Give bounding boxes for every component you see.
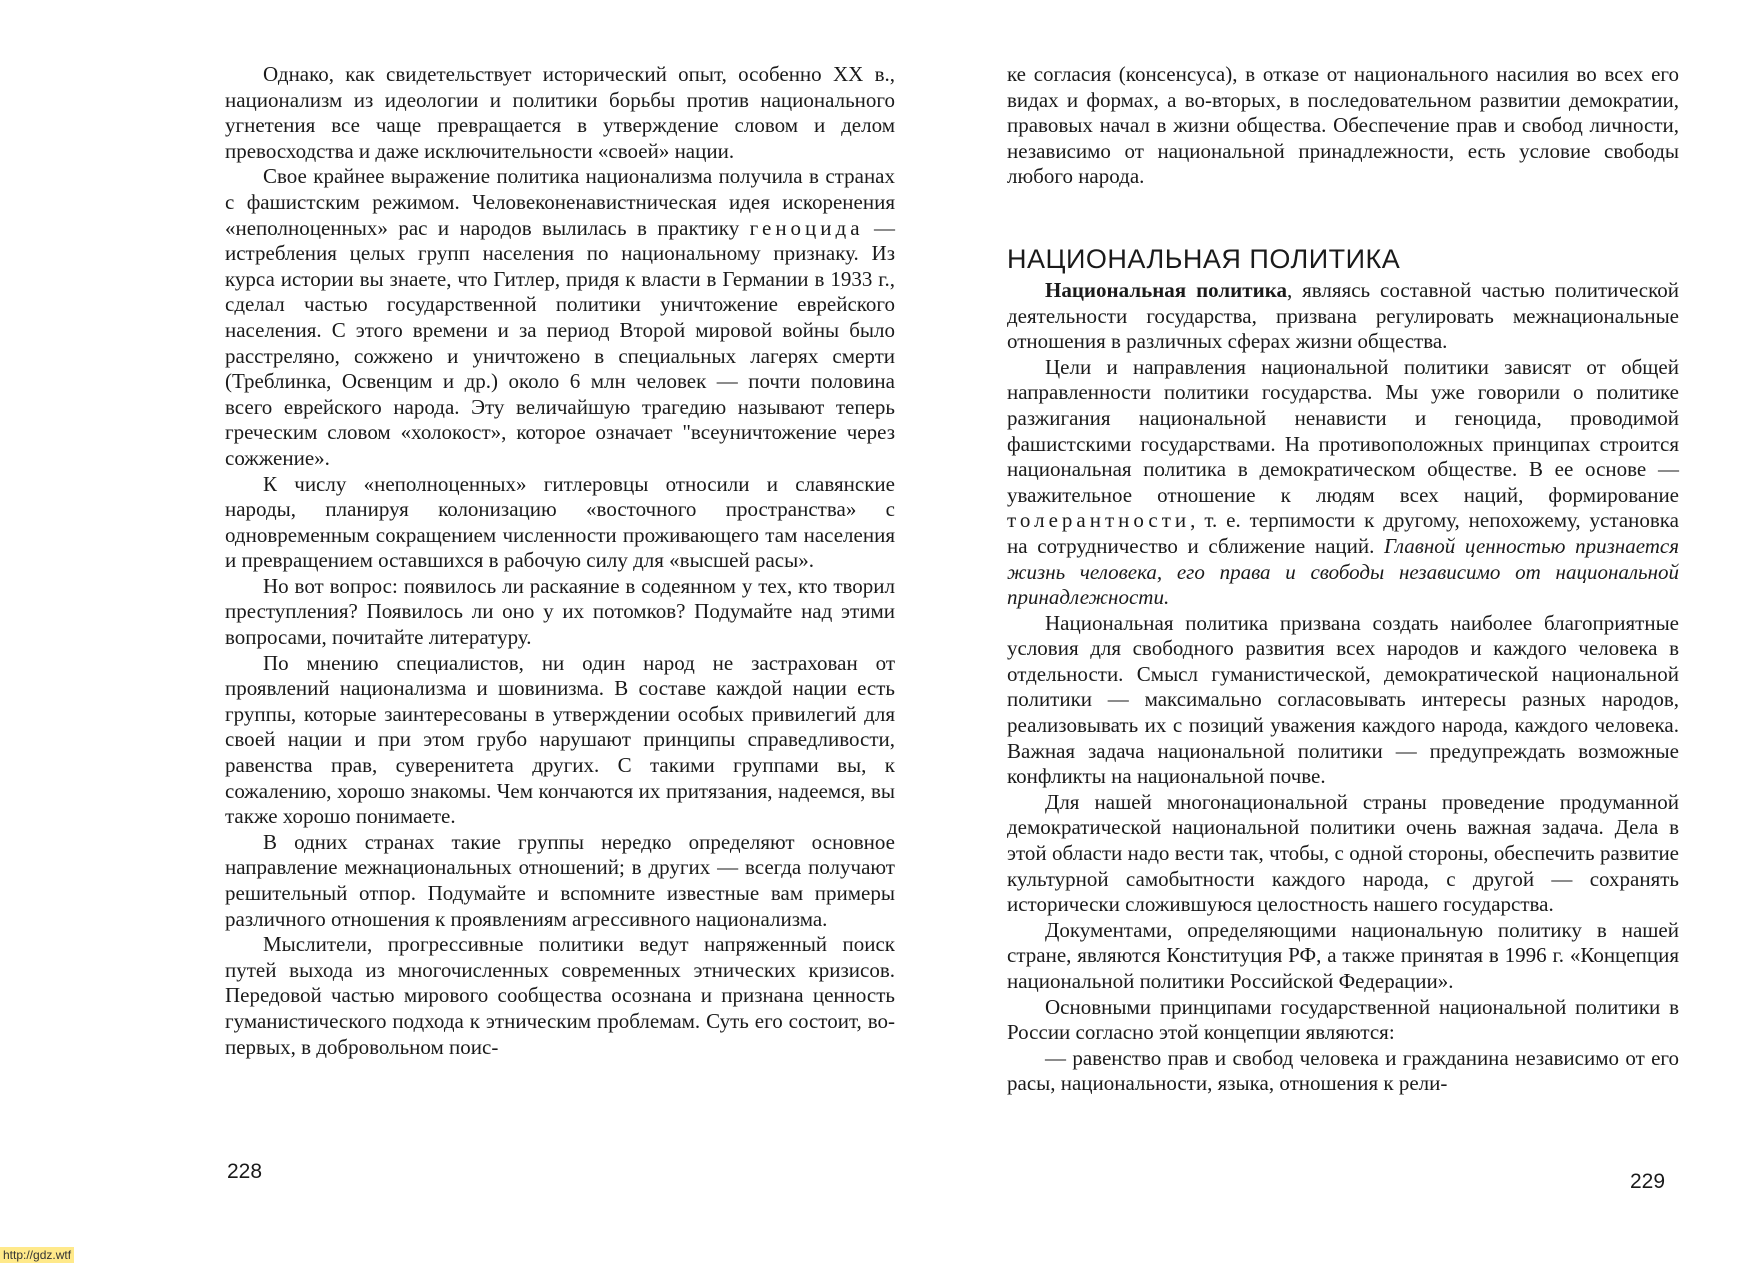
italic-text: Главной ценностью признается жизнь человека, его права и свободы независимо от национальной принадлежности. — [1007, 533, 1679, 610]
emphasized-term: толерантности — [1007, 508, 1191, 533]
paragraph: ке согласия (консенсуса), в отказе от национального насилия во всех его видах и формах, а во-вторых, в последовательном развитии демократии, правовых начал в жизни общества. Обеспечение прав и свобод личности, независимо от национальной принадлежности, есть условие свободы любого народа. — [1007, 62, 1679, 189]
page-number: 228 — [227, 1160, 263, 1183]
paragraph-text: Цели и направления национальной политики зависят от общей направленности политики государства. Мы уже говорили о политике разжигания национальной ненависти и геноцида, проводимой фашистскими государствами. На противоположных принципах строится национальная политика в демократическом обществе. В ее основе — уважительное отношение к людям всех наций, формирование — [1007, 354, 1679, 507]
paragraph: — равенство прав и свобод человека и гражданина независимо от его расы, национальности, языка, отношения к рели- — [1007, 1045, 1679, 1096]
watermark-link[interactable]: http://gdz.wtf — [0, 1247, 74, 1263]
paragraph: По мнению специалистов, ни один народ не застрахован от проявлений национализма и шовинизма. В составе каждой нации есть группы, которые заинтересованы в утверждении особых привилегий для своей нации и при этом грубо нарушают принципы справедливости, равенства прав, суверенитета других. С такими группами вы, к сожалению, хорошо знакомы. Чем кончаются их притязания, надеемся, вы также хорошо понимаете. — [225, 650, 895, 829]
paragraph: Для нашей многонациональной страны проведение продуманной демократической национальной политики очень важная задача. Дела в этой области надо вести так, чтобы, с одной стороны, обеспечить развитие культурной самобытности каждого народа, с другой — сохранять исторически сложившуюся целостность нашего государства. — [1007, 789, 1679, 917]
emphasized-term: геноцида — [749, 215, 864, 240]
page-number: 229 — [1630, 1170, 1666, 1193]
paragraph: Но вот вопрос: появилось ли раскаяние в содеянном у тех, кто творил преступления? Появилось ли оно у их потомков? Подумайте над этими вопросами, почитайте литературу. — [225, 573, 895, 650]
paragraph: Национальная политика призвана создать наиболее благоприятные условия для свободного развития всех народов и каждого человека в отдельности. Смысл гуманистической, демократической национальной политики — максимально согласовывать интересы разных народов, реализовывать их с позиций уважения каждого народа, каждого человека. Важная задача национальной политики — предупреждать возможные конфликты на национальной почве. — [1007, 610, 1679, 789]
paragraph: Однако, как свидетельствует исторический опыт, особенно XX в., национализм из идеологии и политики борьбы против национального угнетения все чаще превращается в утверждение словом и делом превосходства и даже исключительности «своей» нации. — [225, 62, 895, 163]
paragraph: В одних странах такие группы нередко определяют основное направление межнациональных отношений; в других — всегда получают решительный отпор. Подумайте и вспомните известные вам примеры различного отношения к проявлениям агрессивного национализма. — [225, 829, 895, 931]
paragraph — [1007, 278, 1679, 355]
section-heading: НАЦИОНАЛЬНАЯ ПОЛИТИКА — [1007, 243, 1401, 274]
paragraph: Основными принципами государственной национальной политики в России согласно этой концепции являются: — [1007, 994, 1679, 1045]
paragraph — [225, 164, 895, 471]
paragraph-text: , т. е. терпимости к другому, непохожему, установка на сотрудничество и сближение наций. — [1007, 508, 1679, 558]
paragraph-text: , являясь составной частью политической деятельности государства, призвана регулировать межнациональные отношения в различных сферах жизни общества. — [1007, 277, 1679, 354]
paragraph: К числу «неполноценных» гитлеровцы относили и славянские народы, планируя колонизацию «восточного пространства» с одновременным сокращением численности проживающего там населения и превращением оставшихся в рабочую силу для «высшей расы». — [225, 471, 895, 573]
bold-term: Национальная политика — [1045, 277, 1287, 302]
paragraph-text: — истребления целых групп населения по национальному признаку. Из курса истории вы знаете, что Гитлер, придя к власти в Германии в 1933 г., сделал частью государственной политики уничтожение еврейского населения. С этого времени и за период Второй мировой войны было расстреляно, сожжено и уничтожено в специальных лагерях смерти (Треблинка, Освенцим и др.) около 6 млн человек — почти половина всего еврейского народа. Эту величайшую трагедию называют теперь греческим словом «холокост», которое означает "всеуничтожение через сожжение». — [225, 215, 895, 470]
left-page — [225, 62, 895, 1060]
paragraph: Мыслители, прогрессивные политики ведут напряженный поиск путей выхода из многочисленных современных этнических кризисов. Передовой частью мирового сообщества осознана и признана ценность гуманистического подхода к этническим проблемам. Суть его состоит, во-первых, в добровольном поис- — [225, 932, 895, 1059]
paragraph — [1007, 355, 1679, 611]
right-page — [1007, 62, 1679, 1097]
paragraph: Документами, определяющими национальную политику в нашей стране, являются Конституция РФ, а также принятая в 1996 г. «Концепция национальной политики Российской Федерации». — [1007, 917, 1679, 993]
paragraph-text: Свое крайнее выражение политика национализма получила в странах с фашистским режимом. Человеконенавистническая идея искоренения «неполноценных» рас и народов вылилась в практику — [225, 164, 895, 240]
